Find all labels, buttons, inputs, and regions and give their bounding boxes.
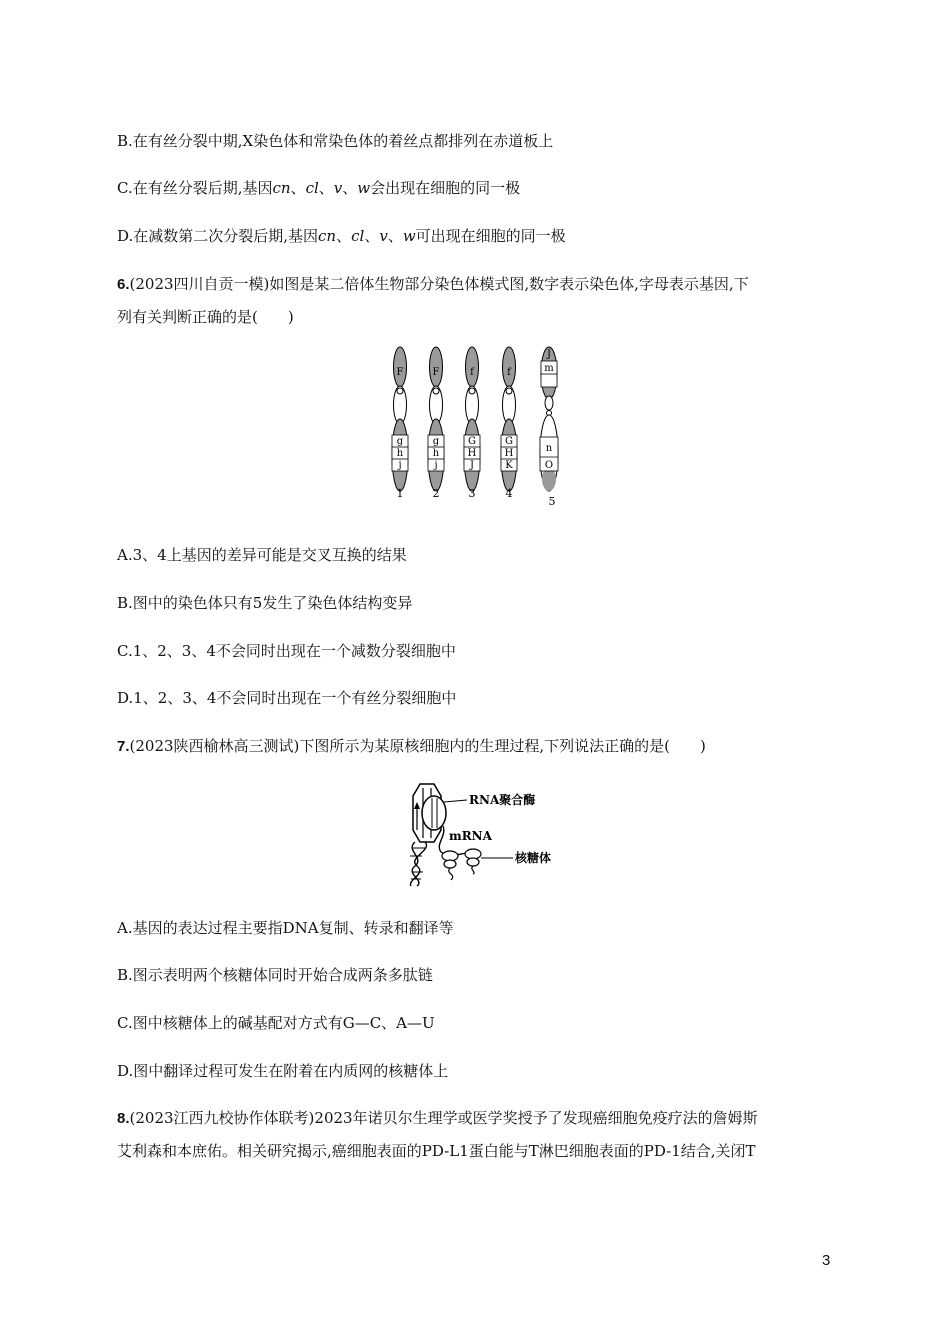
- page-number: 3: [822, 1252, 831, 1269]
- q7-option-a: A.基因的表达过程主要指DNA复制、转录和翻译等: [117, 919, 454, 937]
- gene-label: h: [432, 448, 440, 459]
- gene-label: g: [396, 436, 404, 447]
- gene-label: H: [504, 448, 514, 459]
- gene-label: G: [505, 436, 513, 447]
- q6-stem-line1: 6.(2023四川自贡一模)如图是某二倍体生物部分染色体模式图,数字表示染色体,字母表示基因,下: [117, 275, 749, 293]
- gene-label: H: [467, 448, 477, 459]
- ribosome: [465, 849, 481, 874]
- ribosome: [442, 851, 458, 880]
- rna-polymerase: [422, 796, 446, 830]
- gene-label: m: [544, 363, 554, 374]
- q6-stem-line2: 列有关判断正确的是( ): [117, 308, 294, 326]
- q7-option-c: C.图中核糖体上的碱基配对方式有G—C、A—U: [117, 1014, 435, 1032]
- gene-label: J: [546, 349, 552, 360]
- q8-number: 8.: [117, 1110, 130, 1127]
- gene-label: F: [396, 367, 404, 378]
- q7-stem: 7.(2023陕西榆林高三测试)下图所示为某原核细胞内的生理过程,下列说法正确的是( ): [117, 737, 706, 755]
- q8-stem-line1: 8.(2023江西九校协作体联考)2023年诺贝尔生理学或医学奖授予了发现癌细胞免疫疗法的詹姆斯: [117, 1109, 758, 1127]
- gene-label: h: [396, 448, 404, 459]
- chromosome-2: [428, 347, 444, 500]
- gene-label: j: [398, 460, 402, 471]
- label-mrna: mRNA: [449, 829, 492, 843]
- label-ribosome: 核糖体: [515, 851, 552, 865]
- gene-label: K: [505, 460, 513, 471]
- q6-number: 6.: [117, 276, 130, 293]
- chromosome-3: [464, 347, 480, 500]
- chromosome-number: 5: [548, 495, 556, 508]
- transcription-translation-diagram: [395, 778, 570, 888]
- q6-option-a: A.3、4上基因的差异可能是交叉互换的结果: [117, 546, 407, 564]
- q5-option-d: D.在减数第二次分裂后期,基因cn、cl、v、w可出现在细胞的同一极: [117, 227, 566, 245]
- q6-option-b: B.图中的染色体只有5发生了染色体结构变异: [117, 594, 413, 612]
- gene-label: g: [432, 436, 440, 447]
- gene-label: f: [507, 367, 511, 378]
- gene-label: F: [432, 367, 440, 378]
- gene-label: j: [434, 460, 438, 471]
- gene-label: G: [468, 436, 476, 447]
- chromosome-number: 3: [468, 487, 476, 500]
- gene-label: O: [544, 460, 554, 471]
- q7-number: 7.: [117, 738, 130, 755]
- q7-option-d: D.图中翻译过程可发生在附着在内质网的核糖体上: [117, 1062, 449, 1080]
- chromosome-diagram: [380, 345, 580, 510]
- chromosome-number: 4: [505, 487, 513, 500]
- label-rna-polymerase: RNA聚合酶: [469, 793, 536, 807]
- q5-option-c: C.在有丝分裂后期,基因cn、cl、v、w会出现在细胞的同一极: [117, 179, 521, 197]
- q5-option-b: B.在有丝分裂中期,X染色体和常染色体的着丝点都排列在赤道板上: [117, 132, 554, 150]
- gene-label: f: [470, 367, 474, 378]
- chromosome-number: 2: [432, 487, 440, 500]
- chromosome-number: 1: [396, 487, 404, 500]
- chromosome-4: [501, 347, 517, 500]
- q6-option-d: D.1、2、3、4不会同时出现在一个有丝分裂细胞中: [117, 689, 457, 707]
- chromosome-1: [392, 347, 408, 500]
- gene-label: n: [545, 443, 553, 454]
- q8-stem-line2: 艾利森和本庶佑。相关研究揭示,癌细胞表面的PD-L1蛋白能与T淋巴细胞表面的PD-1结合,关闭T: [117, 1142, 756, 1160]
- q6-option-c: C.1、2、3、4不会同时出现在一个减数分裂细胞中: [117, 642, 456, 660]
- chromosome-5: [540, 347, 558, 508]
- arrow-head-icon: [414, 802, 420, 809]
- q7-option-b: B.图示表明两个核糖体同时开始合成两条多肽链: [117, 966, 433, 984]
- gene-label: J: [469, 460, 475, 471]
